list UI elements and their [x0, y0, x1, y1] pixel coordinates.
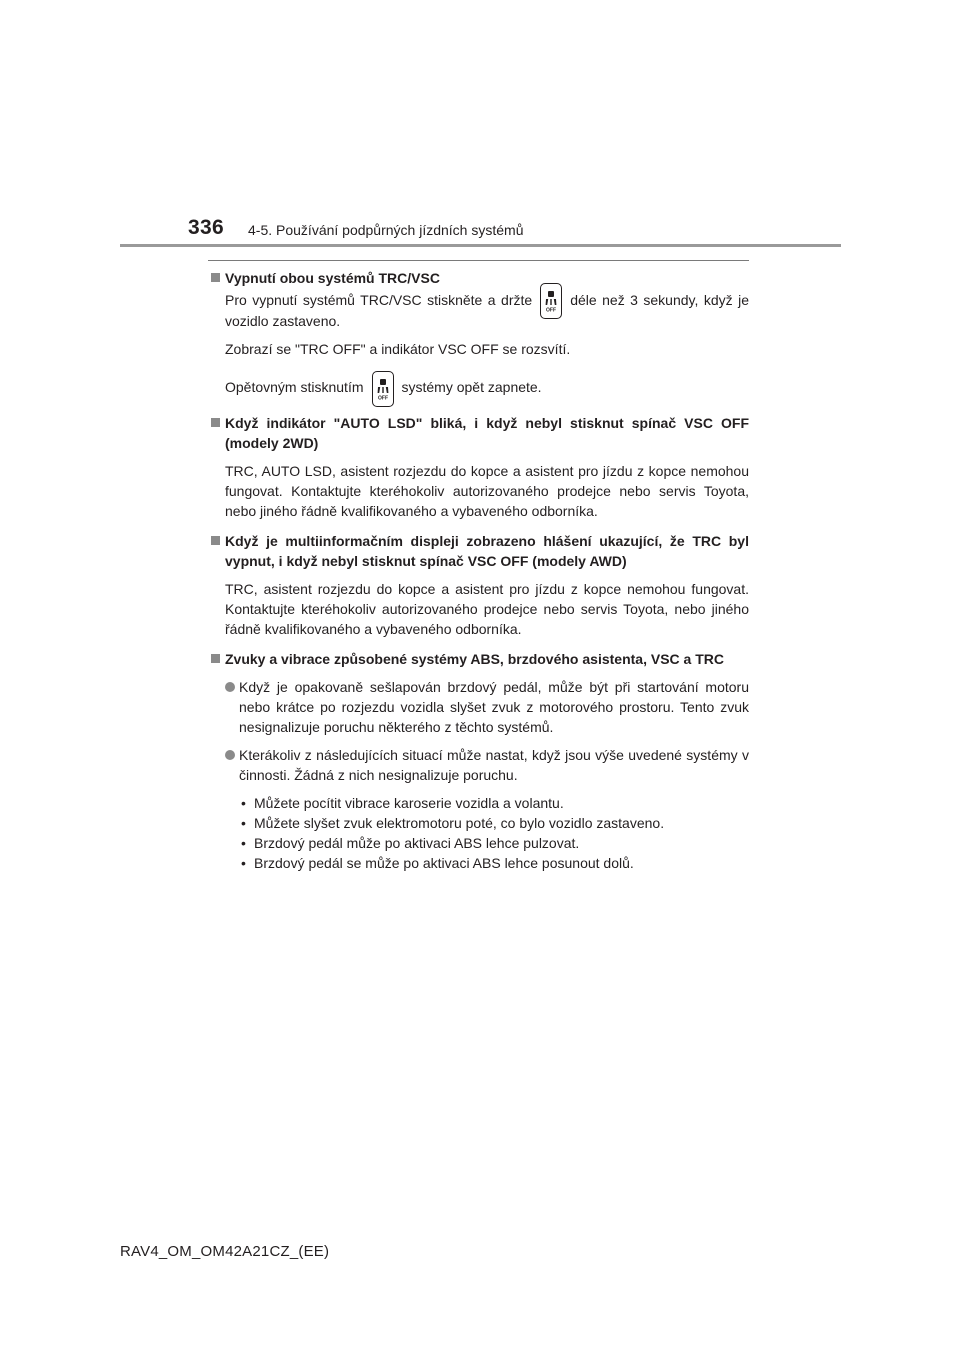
sub-list-item: • Brzdový pedál může po aktivaci ABS lehce pulzovat.	[241, 834, 580, 851]
main-content	[208, 268, 749, 873]
sub-list-item: • Brzdový pedál se může po aktivaci ABS lehce posunout dolů.	[241, 854, 634, 871]
paragraph-trc-awd: TRC, asistent rozjezdu do kopce a asistent pro jízdu z kopce nemohou fungovat. Kontaktujte kteréhokoliv autorizovaného prodejce nebo servis Toyota, nebo jiného řádně kvalifikovaného a vybaveného odborníka.	[225, 580, 749, 637]
section-title: 4-5. Používání podpůrných jízdních systémů	[248, 222, 524, 238]
vsc-off-button-icon	[540, 283, 562, 319]
circle-bullet-icon	[225, 750, 235, 760]
sub-list	[208, 793, 749, 873]
circle-bullet-icon	[225, 682, 235, 692]
sub-list-item: • Můžete pocítit vibrace karoserie vozidla a volantu.	[241, 794, 564, 811]
vsc-off-button-icon	[372, 371, 394, 407]
list-item: Kterákoliv z následujících situací může nastat, když jsou výše uvedené systémy v činnosti. Žádná z nich nesignalizuje poruchu.	[208, 745, 749, 785]
square-bullet-icon	[211, 273, 220, 282]
paragraph-hold-button: Pro vypnutí systémů TRC/VSC stiskněte a držte OFF déle než 3 sekundy, když je vozidlo zastaveno.	[208, 290, 749, 331]
svg-text:OFF: OFF	[377, 395, 388, 401]
section-divider	[208, 260, 749, 261]
square-bullet-icon	[211, 654, 220, 663]
paragraph-press-again: Opětovným stisknutím OFF systémy opět zapnete.	[208, 377, 749, 398]
section-heading-1: Vypnutí obou systémů TRC/VSC	[208, 268, 749, 288]
document-code: RAV4_OM_OM42A21CZ_(EE)	[120, 1243, 330, 1260]
section-heading-4: Zvuky a vibrace způsobené systémy ABS, brzdového asistenta, VSC a TRC	[208, 649, 749, 669]
sub-list-item: • Můžete slyšet zvuk elektromotoru poté, co bylo vozidlo zastaveno.	[241, 814, 665, 831]
header-rule	[120, 244, 841, 247]
square-bullet-icon	[211, 536, 220, 545]
square-bullet-icon	[211, 418, 220, 427]
vsc-off-label: OFF	[546, 307, 557, 314]
page-number: 336	[188, 216, 224, 239]
section-heading-3: Když je multiinformačním displeji zobrazeno hlášení ukazující, že TRC byl vypnut, i když nebyl stisknut spínač VSC OFF (modely AWD)	[208, 531, 749, 571]
paragraph-trc-off: Zobrazí se "TRC OFF" a indikátor VSC OFF se rozsvítí.	[225, 341, 571, 358]
section-heading-2: Když indikátor "AUTO LSD" bliká, i když nebyl stisknut spínač VSC OFF (modely 2WD)	[208, 413, 749, 453]
paragraph-auto-lsd: TRC, AUTO LSD, asistent rozjezdu do kopce a asistent pro jízdu z kopce nemohou fungovat. Kontaktujte kteréhokoliv autorizovaného prodejce nebo servis Toyota, nebo jiného řádně kvalifikovaného a vybaveného odborníka.	[225, 462, 749, 519]
list-item: Když je opakovaně sešlapován brzdový pedál, může být při startování motoru nebo krátce po rozjezdu vozidla slyšet zvuk z motorového prostoru. Tento zvuk nesignalizuje poruchu některého z těchto systémů.	[208, 677, 749, 737]
